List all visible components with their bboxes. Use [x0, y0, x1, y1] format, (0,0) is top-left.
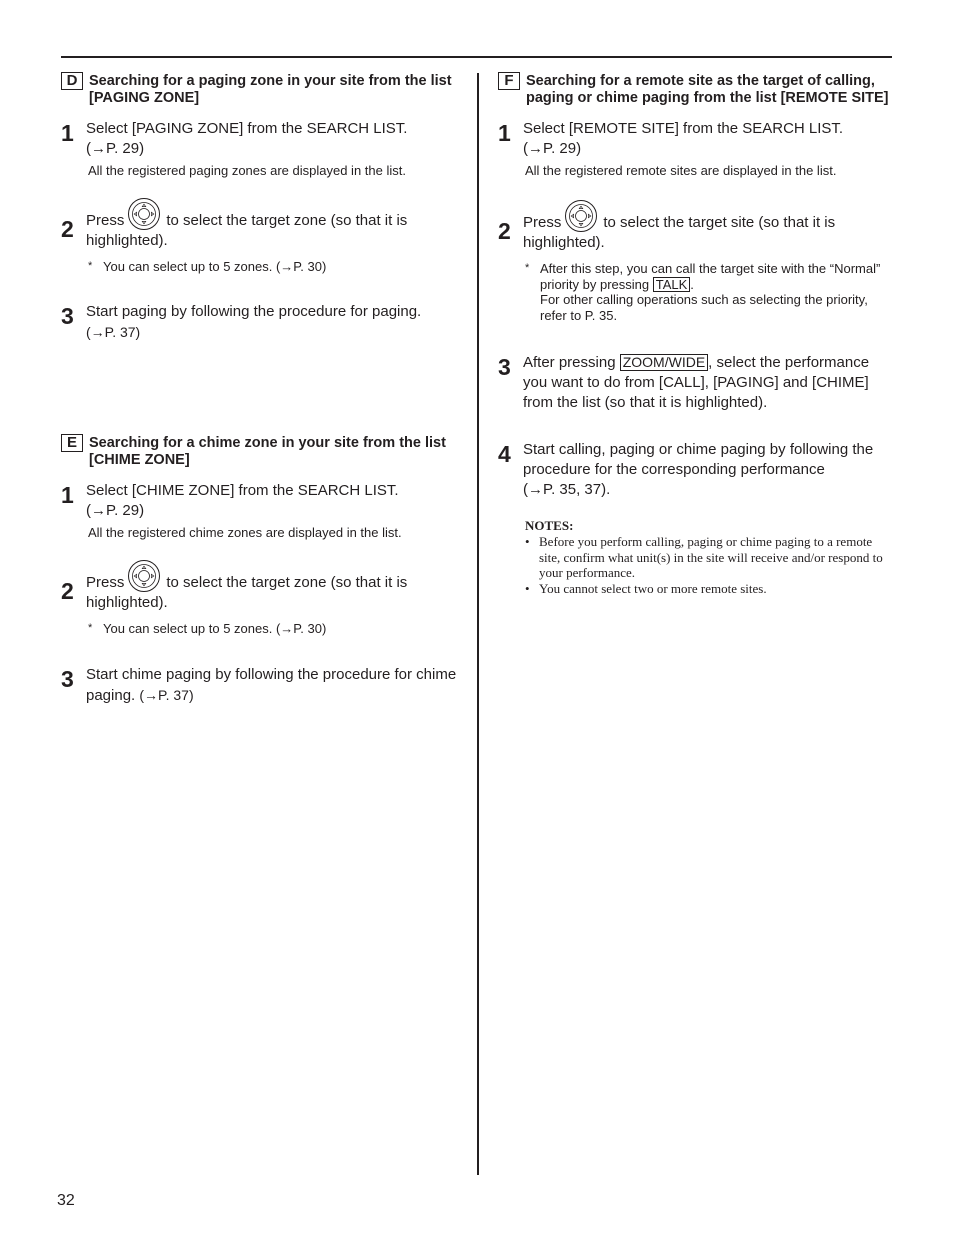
- step-note: All the registered remote sites are displayed in the list.: [525, 163, 837, 178]
- page-reference: (→P. 37): [86, 323, 141, 340]
- section-f-title: Searching for a remote site as the target of calling, paging or chime paging from the list [REMOTE SITE]: [526, 73, 889, 106]
- section-e-title: Searching for a chime zone in your site from the list [CHIME ZONE]: [89, 435, 446, 468]
- step-text: to select the target zone (so that it is highlighted).: [86, 574, 408, 611]
- section-e: [61, 435, 457, 706]
- page-reference: (→P. 29): [86, 502, 145, 519]
- step-number: 2: [61, 216, 74, 242]
- page-reference: (→P. 37): [139, 686, 194, 703]
- asterisk-mark: *: [88, 260, 93, 272]
- section-f: [498, 73, 894, 596]
- page-reference: (→P. 35, 37).: [523, 481, 611, 498]
- step-number: 2: [61, 578, 74, 604]
- section-e-step-3: [61, 665, 457, 706]
- section-f-step-1: [498, 119, 894, 179]
- notes-item: [525, 581, 894, 597]
- top-rule: [61, 56, 892, 58]
- step-number: 3: [61, 665, 74, 692]
- section-f-heading: [498, 73, 894, 107]
- notes-block: [525, 518, 894, 596]
- page-number: 32: [57, 1192, 75, 1209]
- bullet-mark: •: [525, 534, 530, 549]
- section-f-step-2: [498, 199, 894, 323]
- step-number: 3: [498, 354, 511, 380]
- notes-item: [525, 534, 894, 581]
- page-reference: (→P. 29): [86, 140, 145, 157]
- section-e-step-2: [61, 559, 457, 637]
- section-f-step-4: [498, 440, 894, 500]
- section-d-step-3: [61, 302, 457, 343]
- asterisk-mark: *: [525, 262, 530, 274]
- page-reference: (→P. 29): [523, 140, 582, 157]
- bullet-mark: •: [525, 580, 530, 596]
- step-text: Select [CHIME ZONE] from the SEARCH LIST.: [86, 482, 399, 499]
- step-number: 1: [61, 482, 74, 508]
- step-text: Press: [86, 212, 125, 229]
- navigation-pad-icon: [127, 197, 161, 231]
- step-text: to select the target site (so that it is highlighted).: [523, 214, 836, 251]
- section-d: [61, 73, 457, 343]
- step-note: All the registered chime zones are displayed in the list.: [88, 525, 402, 540]
- step-text: Select [REMOTE SITE] from the SEARCH LIST.: [523, 120, 844, 137]
- step-text: to select the target zone (so that it is highlighted).: [86, 212, 408, 249]
- talk-key-label: TALK: [653, 277, 691, 292]
- navigation-pad-icon: [564, 199, 598, 233]
- step-text: Select [PAGING ZONE] from the SEARCH LIST.: [86, 120, 408, 137]
- section-f-letter: F: [498, 72, 520, 90]
- asterisk-note: [88, 621, 457, 637]
- step-number: 2: [498, 218, 511, 244]
- zoom-wide-key-label: ZOOM/WIDE: [620, 354, 708, 371]
- section-d-step-1: [61, 119, 457, 179]
- step-text: After pressing: [523, 354, 616, 371]
- section-d-heading: [61, 73, 457, 107]
- section-f-step-3: [498, 353, 894, 413]
- asterisk-note: [88, 259, 457, 275]
- asterisk-text-end: .: [690, 276, 694, 292]
- column-divider: [477, 73, 479, 1175]
- asterisk-mark: *: [88, 622, 93, 634]
- notes-item-text: You cannot select two or more remote sites.: [539, 580, 767, 596]
- notes-item-text: Before you perform calling, paging or chime paging to a remote site, confirm what unit(s) in the site will receive and/or respond to your performance.: [539, 534, 883, 580]
- step-text: Press: [523, 214, 562, 231]
- asterisk-text: You can select up to 5 zones. (→P. 30): [103, 259, 327, 274]
- step-text: Press: [86, 574, 125, 591]
- right-column: [498, 73, 894, 596]
- step-text-after: , select the performance you want to do from [CALL], [PAGING] and [CHIME] from the list (so that it is highlighted).: [523, 354, 870, 411]
- navigation-pad-icon: [127, 559, 161, 593]
- step-text: Start paging by following the procedure for paging.: [86, 302, 422, 320]
- section-e-heading: [61, 435, 457, 469]
- section-d-step-2: [61, 197, 457, 275]
- step-number: 1: [61, 120, 74, 146]
- asterisk-note: [525, 261, 894, 323]
- step-text: Start calling, paging or chime paging by following the procedure for the corresponding performance: [523, 441, 874, 478]
- section-e-step-1: [61, 481, 457, 541]
- notes-title: NOTES:: [525, 518, 574, 533]
- step-number: 3: [61, 302, 74, 329]
- step-number: 1: [498, 120, 511, 146]
- asterisk-text: You can select up to 5 zones. (→P. 30): [103, 621, 327, 636]
- notes-list: [525, 534, 894, 596]
- section-d-letter: D: [61, 72, 83, 90]
- asterisk-text-2: For other calling operations such as selecting the priority, refer to P. 35.: [540, 292, 868, 323]
- asterisk-text: After this step, you can call the target site with the “Normal” priority by pressing: [540, 261, 881, 292]
- left-column: [61, 72, 457, 704]
- step-note: All the registered paging zones are displayed in the list.: [88, 163, 406, 178]
- step-text: Start chime paging by following the procedure for chime paging.: [86, 665, 457, 704]
- section-e-letter: E: [61, 434, 83, 452]
- section-d-title: Searching for a paging zone in your site from the list [PAGING ZONE]: [89, 73, 452, 106]
- step-number: 4: [498, 441, 511, 467]
